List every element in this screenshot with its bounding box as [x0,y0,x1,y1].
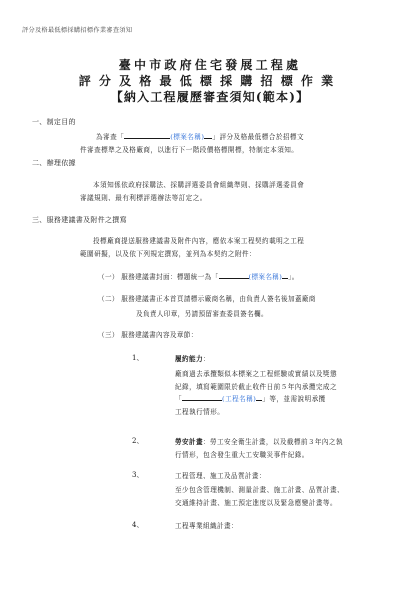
section-3-line-2: 範圍研擬，以及依下列規定撰寫，並列為本契約之附件： [80,249,257,258]
subitem-3 [98,329,198,342]
item-3-heading: 工程管理、施工及品質計畫： [175,472,266,480]
item-1-body [175,368,337,418]
item-2-body [175,449,309,462]
item-1-heading [175,353,210,363]
text-segment: 」等，並需說明承攬 [262,395,326,403]
subitem-3-text: 服務建議書內容及章節： [121,331,198,339]
section-3-line-1: 投標廠商提送服務建議書及附件內容，應依本案工程契約載明之工程 [93,237,305,245]
item-3-line-2: 至少包含管理機制、測量計畫、施工計畫、品質計畫、 [175,486,345,494]
subitem-label: （三） [98,331,119,339]
text-segment: ：勞工安全衛生計畫，以及截標前３年內之執 [202,438,343,446]
item-1-title: 履約能力 [175,355,203,363]
item-1-line-1: 廠商過去承攬類似本標案之工程經驗或實績以及獎懲 [175,370,338,378]
subitem-1 [98,271,299,284]
item-1-number: 1、 [132,354,144,362]
item-2-title: 勞安計畫 [175,438,203,446]
section-1-heading: 一、制定目的 [32,118,76,126]
item-4-number: 4、 [132,521,144,529]
section-3-paragraph [80,235,305,260]
text-segment: 服務建議書封面：標題統一為「 [121,273,219,281]
text-segment: 「 [175,395,183,403]
section-1-line-2: 件審查標準之及格廠商，以進行下一階段價格標開標，特制定本須知。 [80,145,299,154]
agency-title: 臺中市政府住宅發展工程處 [118,58,302,72]
document-title: 評分及格最低標採購招標作業 [78,74,342,88]
section-1-paragraph [80,131,304,156]
item-3-body [175,484,344,509]
section-2-line-1: 本須知係依政府採購法、採購評選委員會組織準則、採購評選委員會 [93,181,305,189]
subitem-2 [98,293,316,306]
section-1-line-1 [96,131,304,144]
section-2-paragraph [80,179,305,204]
title-block [0,58,420,106]
fill-in-blank [124,131,170,139]
fill-in-blank [182,393,222,401]
text-segment: 」評分及格最低標合於招標文 [212,133,304,141]
item-3-number: 3、 [132,471,144,479]
item-2-heading [175,436,343,446]
item-1-line-2: 紀錄，填寫範圍限於截止收件日前５年內承攬完成之 [175,382,338,391]
subitem-label: （一） [98,273,119,281]
section-3-heading: 三、服務建議書及附件之撰寫 [32,216,127,224]
text-segment: ： [202,355,210,363]
item-3-line-3: 交通維持計畫、施工預定進度以及緊急應變計畫等。 [175,498,338,507]
text-segment: 為審查「 [96,133,125,141]
subitem-2-line-1: 服務建議書正本首頁請標示廠商名稱，由負責人簽名後加蓋廠商 [121,295,316,303]
item-4-heading: 工程專業組織計畫： [175,522,238,530]
subitem-2-line-2: 及負責人印章，另請預留審查委員簽名欄。 [136,310,268,318]
tender-name-placeholder: (標案名稱) [248,273,283,281]
item-2-line-2: 行情形，包含發生重大工安職災事件紀錄。 [175,451,309,459]
document-subtitle: 【納入工程履歷審查須知(範本)】 [110,90,310,104]
section-2-heading: 二、辦理依據 [32,159,76,167]
section-2-line-2: 審議規則、最有利標評選辦法等訂定之。 [80,193,207,202]
item-1-line-3 [175,393,337,406]
item-1-line-4: 工程執行情形。 [175,407,225,416]
tender-name-placeholder: (標案名稱) [170,133,205,141]
subitem-label: （二） [98,295,119,303]
fill-in-blank [219,271,249,279]
running-header: 評分及格最低標採購招標作業審查須知 [22,27,133,34]
project-name-placeholder: (工程名稱) [222,395,257,403]
item-2-number: 2、 [132,437,144,445]
text-segment: 」。 [288,273,299,281]
